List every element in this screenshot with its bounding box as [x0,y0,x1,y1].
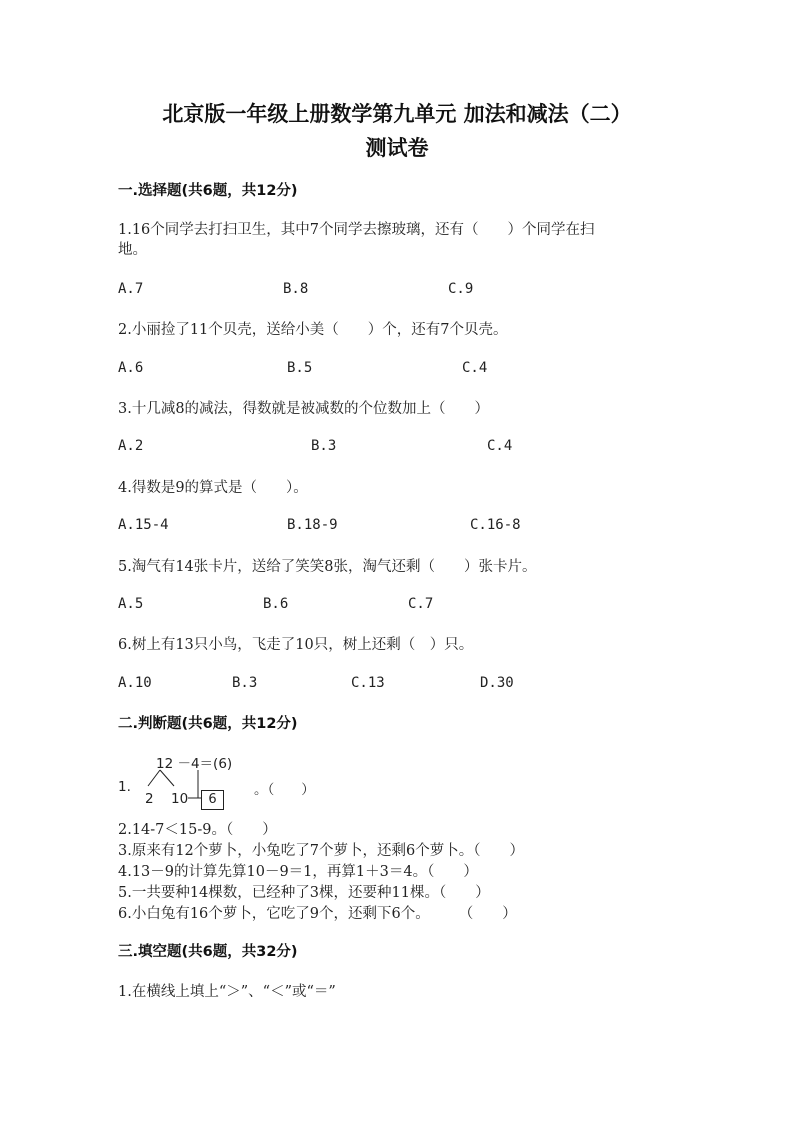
split-left: 2 [145,791,154,807]
option-1-5-b: B.6 [263,596,289,612]
judge-1-number: 1. [118,779,131,795]
section-2-heading: 二.判断题(共6题，共12分) [118,716,298,732]
option-1-2-b: B.5 [287,360,313,376]
option-1-4-a: A.15-4 [118,517,169,533]
option-1-4-c: C.16-8 [470,517,521,533]
judge-5: 5.一共要种14棵数，已经种了3棵，还要种11棵。（ ） [118,885,490,901]
title-line-2: 测试卷 [365,135,429,160]
diagram-expression: 12 －4＝(6) [156,756,233,772]
question-1-5: 5.淘气有14张卡片，送给了笑笑8张，淘气还剩（ ）张卡片。 [118,559,537,575]
option-1-6-b: B.3 [232,675,258,691]
option-1-1-a: A.7 [118,281,144,297]
title-line-1: 北京版一年级上册数学第九单元 加法和减法（二） [162,101,632,126]
question-1-3: 3.十几减8的减法，得数就是被减数的个位数加上（ ） [118,401,490,417]
answer-box: 6 [201,790,224,810]
section-1-heading: 一.选择题(共6题，共12分) [118,183,298,199]
judge-6: 6.小白兔有16个萝卜，它吃了9个，还剩下6个。 （ ） [118,906,517,922]
question-1-4: 4.得数是9的算式是（ ）。 [118,480,308,496]
split-lines [118,750,358,812]
section-3-heading: 三.填空题(共6题，共32分) [118,944,298,960]
question-1-1: 1.16个同学去打扫卫生，其中7个同学去擦玻璃，还有（ ）个同学在扫 [118,222,595,238]
question-1-6: 6.树上有13只小鸟，飞走了10只，树上还剩（ ）只。 [118,637,474,653]
option-1-3-b: B.3 [311,438,337,454]
judge-2: 2.14-7＜15-9。（ ） [118,822,277,838]
option-1-5-c: C.7 [408,596,434,612]
fill-question-1: 1.在横线上填上“＞”、“＜”或“＝” [118,984,336,1000]
option-1-3-c: C.4 [487,438,513,454]
decomposition-diagram [118,750,358,812]
option-1-2-c: C.4 [462,360,488,376]
option-1-6-c: C.13 [351,675,385,691]
question-1-2: 2.小丽捡了11个贝壳，送给小美（ ）个，还有7个贝壳。 [118,322,508,338]
question-1-1-cont: 地。 [118,242,147,258]
judge-1-tail: 。（ ） [254,782,315,798]
split-right: 10 [171,791,189,807]
option-1-5-a: A.5 [118,596,144,612]
option-1-2-a: A.6 [118,360,144,376]
option-1-4-b: B.18-9 [287,517,338,533]
judge-3: 3.原来有12个萝卜，小兔吃了7个萝卜，还剩6个萝卜。（ ） [118,843,524,859]
option-1-6-d: D.30 [480,675,514,691]
option-1-1-c: C.9 [448,281,474,297]
option-1-3-a: A.2 [118,438,144,454]
option-1-6-a: A.10 [118,675,152,691]
judge-4: 4.13－9的计算先算10－9＝1，再算1＋3＝4。（ ） [118,864,478,880]
option-1-1-b: B.8 [283,281,309,297]
